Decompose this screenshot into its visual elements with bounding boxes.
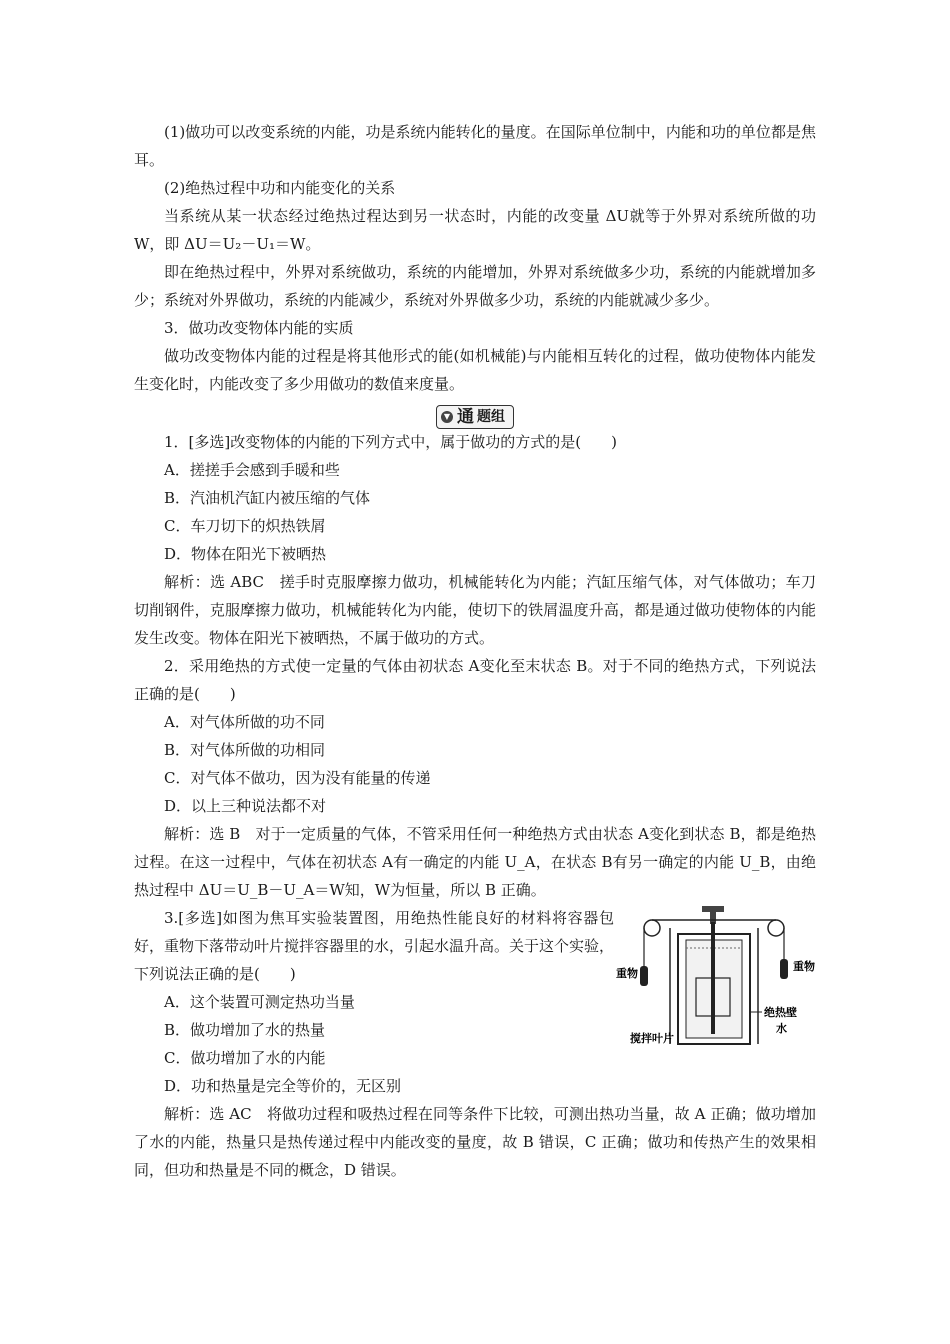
document-page [134,118,816,1184]
question-2-stem: 2．采用绝热的方式使一定量的气体由初状态 A变化至末状态 B。对于不同的绝热方式，下列说法正确的是( ) [134,657,816,703]
label-wall: 绝热壁 [764,1006,797,1019]
question-3-option-b: B．做功增加了水的热量 [164,1021,326,1039]
joule-apparatus-figure [616,904,821,1054]
question-2-analysis: 解析：选 B 对于一定质量的气体，不管采用任何一种绝热方式由状态 A变化到状态 B，都是绝热过程。在这一过程中，气体在初状态 A有一确定的内能 U_A，在状态 B有另一确定的内能 U_B，由绝热过程中 ΔU＝U_B－U_A＝W知，W为恒量，所以 B 正确。 [134,825,816,899]
question-1-stem: 1．[多选]改变物体的内能的下列方式中，属于做功的方式的是( ) [164,433,617,451]
intro-paragraph-2: (2)绝热过程中功和内能变化的关系 [164,179,396,197]
question-1-analysis: 解析：选 ABC 搓手时克服摩擦力做功，机械能转化为内能；汽缸压缩气体，对气体做功；车刀切削钢件，克服摩擦力做功，机械能转化为内能，使切下的铁屑温度升高，都是通过做功使物体的内能发生改变。物体在阳光下被晒热，不属于做功的方式。 [134,573,816,647]
intro-paragraph-3: 当系统从某一状态经过绝热过程达到另一状态时，内能的改变量 ΔU就等于外界对系统所做的功 W，即 ΔU＝U₂－U₁＝W。 [134,207,816,253]
pulley-left [644,920,660,936]
pulley-right [768,920,784,936]
question-1-option-a: A．搓搓手会感到手暖和些 [164,461,340,479]
intro-paragraph-5: 做功改变物体内能的过程是将其他形式的能(如机械能)与内能相互转化的过程，做功使物体内能发生变化时，内能改变了多少用做功的数值来度量。 [134,347,816,393]
label-weight-right: 重物 [793,960,815,973]
label-paddle: 搅拌叶片 [630,1032,674,1045]
exercise-group-badge-row [134,400,816,430]
intro-paragraph-4: 即在绝热过程中，外界对系统做功，系统的内能增加，外界对系统做多少功，系统的内能就增加多少；系统对外界做功，系统的内能减少，系统对外界做多少功，系统的内能就减少多少。 [134,263,816,309]
question-3-text-column [134,904,614,1100]
question-2-option-c: C．对气体不做功，因为没有能量的传递 [164,769,431,787]
exercise-group-badge [436,405,514,429]
question-3-option-d: D．功和热量是完全等价的，无区别 [164,1077,402,1095]
question-1 [134,428,816,652]
question-1-option-b: B．汽油机汽缸内被压缩的气体 [164,489,371,507]
question-2-option-b: B．对气体所做的功相同 [164,741,326,759]
badge-big-char: 通 [457,407,474,427]
weight-right [780,959,788,979]
weight-left [640,966,648,986]
question-3-stem: 3.[多选]如图为焦耳实验装置图，用绝热性能良好的材料将容器包好，重物下落带动叶片搅拌容器里的水，引起水温升高。关于这个实验，下列说法正确的是( ) [134,909,615,983]
question-2-option-a: A．对气体所做的功不同 [164,713,325,731]
question-3-option-c: C．做功增加了水的内能 [164,1049,326,1067]
intro-paragraph-1: (1)做功可以改变系统的内能，功是系统内能转化的量度。在国际单位制中，内能和功的单位都是焦耳。 [134,123,816,169]
triangle-down-icon: ▼ [441,411,453,423]
question-3 [134,904,816,1184]
badge-text: 题组 [477,409,505,425]
top-cap [702,906,724,912]
question-3-analysis: 解析：选 AC 将做功过程和吸热过程在同等条件下比较，可测出热功当量，故 A 正确；做功增加了水的内能，热量只是热传递过程中内能改变的量度，故 B 错误，C 正确；做功和传热产生的效果相同，但功和热量是不同的概念，D 错误。 [134,1105,816,1179]
question-3-option-a: A．这个装置可测定热功当量 [164,993,355,1011]
label-weight-left: 重物 [616,967,638,980]
question-2 [134,652,816,904]
label-water: 水 [776,1022,787,1035]
question-1-option-c: C．车刀切下的炽热铁屑 [164,517,326,535]
question-2-option-d: D．以上三种说法都不对 [164,797,327,815]
section-heading-3: 3．做功改变物体内能的实质 [164,319,354,337]
question-1-option-d: D．物体在阳光下被晒热 [164,545,327,563]
